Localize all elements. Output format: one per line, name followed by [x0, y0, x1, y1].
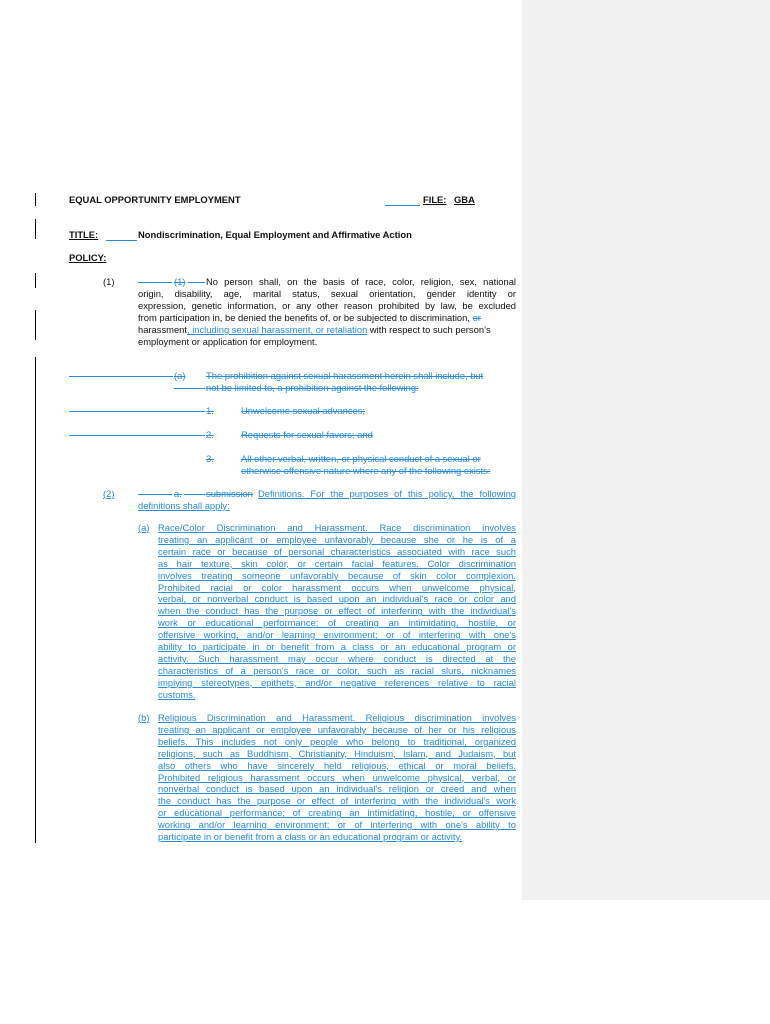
- paragraph-number: (2): [103, 488, 115, 499]
- definition-label: (b): [138, 712, 150, 723]
- change-bar: [35, 193, 36, 206]
- deleted-text: or: [472, 312, 481, 323]
- definition-line: ability to participate in or benefit from a class or an educational program or: [158, 641, 516, 652]
- deleted-text: Unwelcome sexual advances;: [241, 405, 366, 416]
- definition-line: treating an applicant or employee unfavorably because of her or his religious: [158, 723, 516, 735]
- definition-line: beliefs. This includes not only people who belong to traditional, organized: [158, 735, 516, 747]
- definition-line: when the conduct has the purpose or effect of interfering with the individual's: [158, 605, 516, 617]
- paragraph-text: employment or application for employment.: [138, 336, 318, 347]
- deleted-tab-strike: [138, 494, 172, 495]
- deleted-text: submission: [206, 488, 253, 499]
- paragraph-text-segment: with respect to such person’s: [369, 324, 491, 335]
- deleted-label: (a): [174, 370, 186, 381]
- definition-line: activity. Such harassment may occur where conduct is directed at the: [158, 652, 516, 664]
- definition-line: work or educational performance; of creating an intimidating, hostile, or: [158, 617, 516, 629]
- deleted-tab-strike: [188, 282, 205, 283]
- definition-label: (a): [138, 522, 150, 533]
- deleted-item-number: 2.: [206, 429, 214, 440]
- inserted-text: , including sexual harassment, or retaliation: [186, 324, 368, 335]
- deleted-tab-strike: [174, 388, 205, 389]
- definition-line: certain race or because of personal characteristics associated with race such: [158, 545, 516, 557]
- deleted-item-number: 3.: [206, 453, 214, 464]
- change-bar: [35, 273, 36, 288]
- definition-line: as hair texture, skin color, or certain facial features. Color discrimination: [158, 557, 516, 569]
- definition-line: Religious Discrimination and Harassment. Religious discrimination involves: [158, 712, 516, 723]
- policy-title: Nondiscrimination, Equal Employment and Affirmative Action: [138, 229, 412, 240]
- inserted-tab-underline: [106, 240, 137, 241]
- deleted-number: (1): [174, 276, 186, 287]
- definition-line: the conduct has the purpose or effect of interfering with the individual's work: [158, 795, 516, 807]
- change-bar: [35, 357, 36, 843]
- inserted-tab-underline: [385, 205, 420, 206]
- definition-line: customs.: [158, 688, 196, 700]
- deleted-text: not be limited to, a prohibition against the following:: [206, 382, 419, 393]
- deleted-tab-strike: [69, 411, 205, 412]
- paragraph-text: [138, 324, 491, 336]
- deleted-text: Requests for sexual favors; and: [241, 429, 373, 440]
- deleted-text: a.: [174, 488, 182, 499]
- definition-line: Prohibited racial or color harassment occurs when unwelcome physical,: [158, 581, 516, 593]
- definition-line: verbal, or nonverbal conduct is based upon an individual's race or color and: [158, 593, 516, 605]
- definition-line: religions, such as Buddhism, Christianity, Hinduism, Islam, and Judaism, but: [158, 747, 516, 759]
- policy-label: POLICY:: [69, 252, 107, 263]
- definitions-intro: definitions shall apply:: [138, 500, 230, 511]
- deleted-item-number: 1.: [206, 405, 214, 416]
- deleted-tab-strike: [138, 282, 172, 283]
- definition-line: also others who have sincerely held religious, ethical or moral beliefs.: [158, 759, 516, 771]
- comment-pane: [522, 0, 770, 900]
- deleted-text: otherwise offensive nature where any of the following exists:: [241, 465, 491, 476]
- paragraph-text-segment: from participation in, be denied the benefits of, or be subjected to discrimination,: [138, 312, 470, 323]
- definition-line: implying stereotypes, epithets, and/or negative references relative to racial: [158, 676, 516, 688]
- paragraph-text: No person shall, on the basis of race, color, religion, sex, national: [206, 276, 516, 287]
- definition-line: or educational performance; of creating an intimidating, hostile, or offensive: [158, 807, 516, 819]
- deleted-tab-strike: [69, 376, 173, 377]
- document-heading: EQUAL OPPORTUNITY EMPLOYMENT: [69, 194, 241, 205]
- definition-line: characteristics of a person's race or color, such as racial slurs, nicknames: [158, 664, 516, 676]
- definitions-intro: Definitions. For the purposes of this policy, the following: [258, 488, 516, 499]
- deleted-text: The prohibition against sexual harassment herein shall include, but: [206, 370, 484, 381]
- file-code: GBA: [454, 194, 475, 205]
- title-label: TITLE:: [69, 229, 99, 240]
- paragraph-text: [138, 312, 481, 324]
- definition-line: offensive working, and/or learning environment; or of interfering with one's: [158, 629, 516, 641]
- definition-line: involves treating someone unfavorably because of skin color complexion.: [158, 569, 516, 581]
- paragraph-text: expression, genetic information, or any other reason prohibited by law, be excluded: [138, 300, 516, 311]
- change-bar: [35, 310, 36, 340]
- definition-line: working and/or learning environment; or of interfering with one's ability to: [158, 819, 516, 831]
- paragraph-number: (1): [103, 276, 115, 287]
- change-bar: [35, 219, 36, 239]
- file-label: FILE:: [423, 194, 447, 205]
- definition-line: participate in or benefit from a class or an educational program or activity.: [158, 831, 463, 842]
- deleted-text: All other verbal, written, or physical conduct of a sexual or: [241, 453, 481, 464]
- definition-line: Race/Color Discrimination and Harassment. Race discrimination involves: [158, 522, 516, 533]
- paragraph-text: origin, disability, age, marital status, sexual orientation, gender identity or: [138, 288, 516, 299]
- definition-line: Prohibited religious harassment occurs when unwelcome physical, verbal, or: [158, 771, 516, 783]
- deleted-tab-strike: [184, 494, 205, 495]
- definition-line: nonverbal conduct is based upon an individual's religion or creed and when: [158, 783, 516, 795]
- paragraph-text-segment: harassment: [138, 324, 187, 335]
- definition-line: treating an applicant or employee unfavorably because she or he is of a: [158, 533, 516, 545]
- deleted-tab-strike: [69, 435, 205, 436]
